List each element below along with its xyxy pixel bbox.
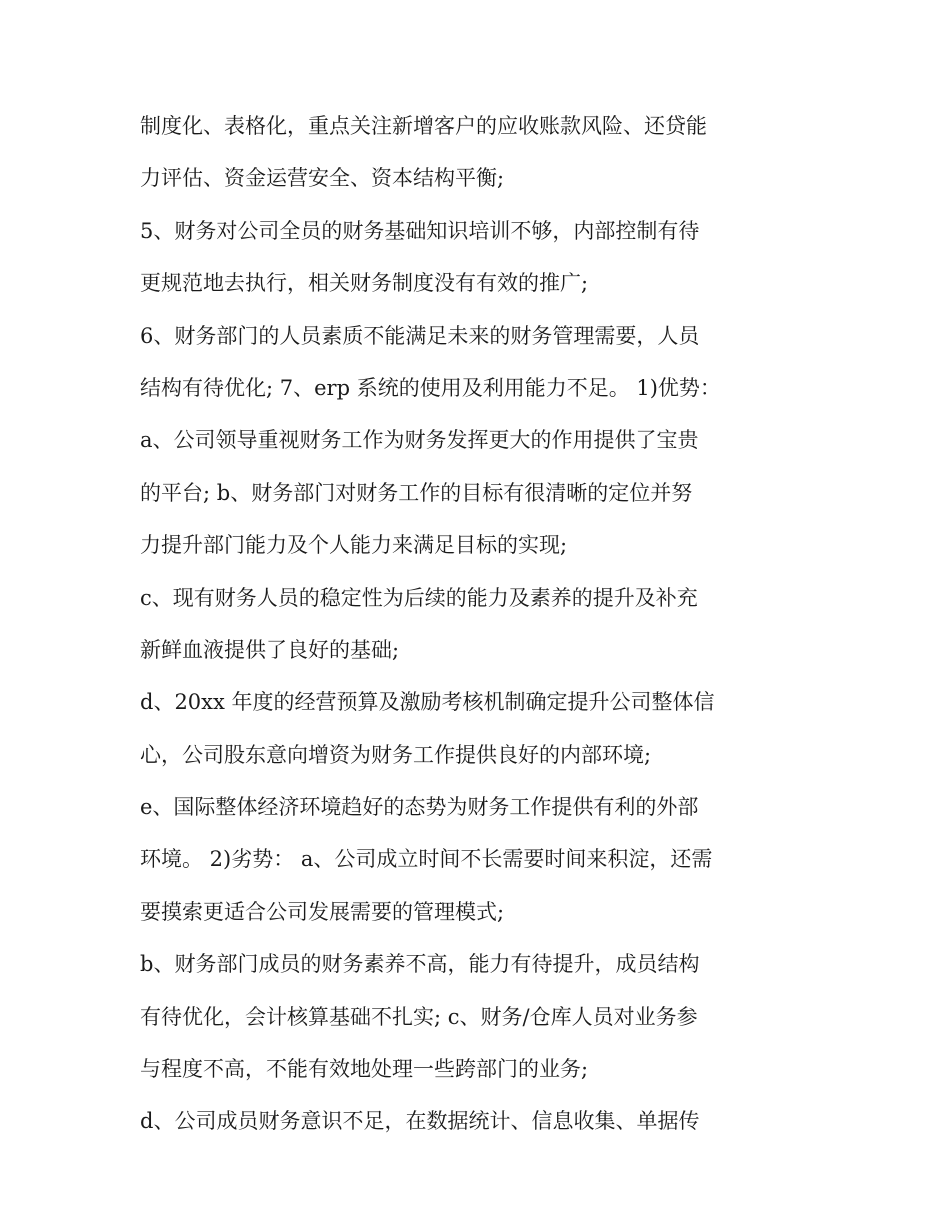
text-line: 新鲜血液提供了良好的基础; (140, 637, 400, 662)
text-line: e、国际整体经济环境趋好的态势为财务工作提供有利的外部 (140, 795, 699, 820)
document-body (140, 100, 840, 1148)
text-line: 力提升部门能力及个人能力来满足目标的实现; (140, 533, 568, 558)
text-line: d、20xx 年度的经营预算及激励考核机制确定提升公司整体信 (140, 690, 715, 715)
text-line: 环境。 2)劣势： a、公司成立时间不长需要时间来积淀，还需 (140, 847, 713, 872)
text-line: 有待优化，会计核算基础不扎实; c、财务/仓库人员对业务参 (140, 1004, 698, 1029)
text-line: 要摸索更适合公司发展需要的管理模式; (140, 899, 505, 924)
text-line: 心，公司股东意向增资为财务工作提供良好的内部环境; (140, 742, 652, 767)
text-line: 的平台; b、财务部门对财务工作的目标有很清晰的定位并努 (140, 480, 693, 505)
text-line: 更规范地去执行，相关财务制度没有有效的推广; (140, 271, 589, 296)
text-line: 6、财务部门的人员素质不能满足未来的财务管理需要，人员 (140, 323, 700, 348)
text-line: a、公司领导重视财务工作为财务发挥更大的作用提供了宝贵 (140, 428, 699, 453)
text-line: 力评估、资金运营安全、资本结构平衡; (140, 166, 505, 191)
text-line: 制度化、表格化，重点关注新增客户的应收账款风险、还贷能 (140, 114, 707, 138)
text-line: b、财务部门成员的财务素养不高，能力有待提升，成员结构 (140, 952, 700, 977)
text-line: 结构有待优化; 7、erp 系统的使用及利用能力不足。 1)优势： (140, 375, 721, 400)
text-line: d、公司成员财务意识不足，在数据统计、信息收集、单据传 (140, 1109, 700, 1134)
text-line: 5、财务对公司全员的财务基础知识培训不够，内部控制有待 (140, 218, 700, 243)
text-line: 与程度不高，不能有效地处理一些跨部门的业务; (140, 1057, 589, 1082)
text-line: c、现有财务人员的稳定性为后续的能力及素养的提升及补充 (140, 585, 698, 610)
